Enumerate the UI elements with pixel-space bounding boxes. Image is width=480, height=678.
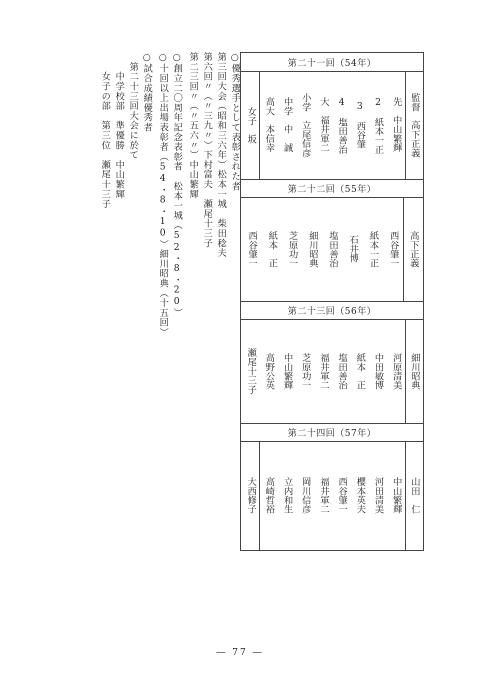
roster-name: 小学 立尾信彦 bbox=[299, 92, 311, 158]
roster-column bbox=[261, 201, 281, 297]
roster-name: 先 中山繁輝 bbox=[390, 97, 402, 153]
roster-column bbox=[259, 445, 277, 546]
notes-block bbox=[92, 52, 241, 338]
column-divider bbox=[405, 71, 406, 179]
roster-name: 紙本 正 bbox=[354, 352, 366, 390]
roster-name: 中山繁輝 bbox=[390, 477, 402, 514]
roster-name: 女子 坂 bbox=[245, 106, 257, 144]
roster-name: 西谷肇一 bbox=[336, 477, 348, 514]
roster-column bbox=[332, 323, 350, 419]
note-line: 女子の部 第三位 瀬尾十三子 bbox=[99, 52, 111, 209]
roster-name: 紙本一正 bbox=[367, 230, 379, 268]
roster-name: 2 紙本一正 bbox=[372, 96, 384, 154]
roster-name: 高下正義 bbox=[407, 230, 419, 268]
roster-column bbox=[241, 75, 259, 175]
roster-name: 櫻本英夫 bbox=[354, 477, 366, 514]
roster-section bbox=[241, 301, 423, 423]
column-divider bbox=[405, 441, 406, 550]
roster-name: 中学 中 誠 bbox=[281, 97, 293, 153]
roster-column bbox=[241, 323, 259, 419]
roster-column bbox=[368, 75, 386, 175]
roster-column bbox=[387, 323, 405, 419]
roster-name: 紙本 正 bbox=[266, 230, 278, 268]
roster-name: 福井軍二 bbox=[317, 477, 329, 514]
roster-column bbox=[387, 445, 405, 546]
column-divider bbox=[403, 197, 404, 301]
section-header: 第二十一回（54年） bbox=[241, 53, 423, 72]
roster-column bbox=[296, 75, 314, 175]
roster-column bbox=[332, 75, 350, 175]
note-line: ○十回以上出場表彰者（54・8・10）細川昭典（十五回） bbox=[157, 52, 169, 338]
roster-name: 芝原功一 bbox=[299, 352, 311, 390]
roster-name: 芝原功一 bbox=[286, 230, 298, 268]
note-line: ○試合成績優秀者 bbox=[141, 52, 153, 133]
roster-column bbox=[350, 445, 368, 546]
roster-column bbox=[259, 323, 277, 419]
roster-column bbox=[241, 445, 259, 546]
roster-name: 西谷肇一 bbox=[387, 230, 399, 268]
note-line: ○創立二〇周年記念表彰者 松本一城（52・8・20） bbox=[171, 52, 183, 318]
roster-column bbox=[383, 201, 403, 297]
roster-name: 細川昭典 bbox=[408, 352, 420, 390]
roster-column bbox=[368, 445, 386, 546]
roster-name: 石井博 bbox=[347, 235, 359, 263]
roster-column bbox=[314, 445, 332, 546]
roster-column bbox=[405, 323, 423, 419]
roster-column bbox=[405, 75, 423, 175]
column-divider bbox=[405, 319, 406, 423]
roster-name: 4 塩田善治 bbox=[336, 96, 348, 154]
roster-name: 高野公英 bbox=[263, 352, 275, 390]
section-header: 第二十三回（56年） bbox=[241, 301, 423, 320]
roster-name: 中田敏博 bbox=[372, 352, 384, 390]
column-divider bbox=[259, 441, 260, 550]
roster-name: 3 西谷肇 bbox=[354, 101, 366, 149]
roster-section bbox=[241, 53, 423, 179]
roster-column bbox=[332, 445, 350, 546]
roster-column bbox=[362, 201, 382, 297]
roster-name: 西谷肇一 bbox=[246, 230, 258, 268]
roster-name: 塩田善治 bbox=[336, 352, 348, 390]
roster-name: 河田清美 bbox=[372, 477, 384, 514]
roster-column bbox=[259, 75, 277, 175]
roster-name: 立内和生 bbox=[281, 477, 293, 514]
roster-column bbox=[314, 323, 332, 419]
roster-column bbox=[278, 323, 296, 419]
roster-name: 山田 仁 bbox=[408, 477, 420, 514]
page-number: ― 77 ― bbox=[216, 648, 264, 658]
section-divider bbox=[241, 179, 423, 180]
note-line: 第六回〃（〃三九〃）下村富夫 瀬尾十三子 bbox=[201, 52, 213, 248]
note-line: 第三回大会（昭和三六年）松本一城 柴田稔夫 bbox=[215, 52, 227, 258]
roster-name: 大 福井軍二 bbox=[317, 97, 329, 153]
roster-name: 塩田善治 bbox=[327, 230, 339, 268]
roster-name: 高大 本信幸 bbox=[263, 97, 275, 153]
roster-name: 瀬尾十三子 bbox=[245, 348, 257, 394]
roster-column bbox=[322, 201, 342, 297]
roster-column bbox=[296, 445, 314, 546]
roster-name: 河原清美 bbox=[390, 352, 402, 390]
roster-name: 大西修子 bbox=[245, 477, 257, 514]
roster-name: 岡川信彦 bbox=[299, 477, 311, 514]
note-line: 中学校部 準優勝 中山繁輝 bbox=[113, 52, 125, 199]
section-divider bbox=[241, 423, 423, 424]
roster-column bbox=[350, 323, 368, 419]
roster-name: 細川昭典 bbox=[306, 230, 318, 268]
roster-name: 福井軍二 bbox=[317, 352, 329, 390]
roster-column bbox=[281, 201, 301, 297]
note-line: 第二三回〃（〃五六〃）中山繁輝 bbox=[187, 52, 199, 199]
roster-column bbox=[350, 75, 368, 175]
section-divider bbox=[241, 301, 423, 302]
section-header: 第二十四回（57年） bbox=[241, 423, 423, 442]
roster-section bbox=[241, 179, 423, 301]
section-header: 第二十二回（55年） bbox=[241, 179, 423, 198]
roster-name: 中山繁輝 bbox=[281, 352, 293, 390]
roster-column bbox=[387, 75, 405, 175]
note-line: 第二十三回大会に於て bbox=[127, 52, 139, 160]
roster-column bbox=[278, 445, 296, 546]
roster-name: 監督 高下正義 bbox=[408, 92, 420, 158]
column-divider bbox=[259, 71, 260, 179]
roster-column bbox=[405, 445, 423, 546]
roster-column bbox=[296, 323, 314, 419]
note-line: ○優秀選手として表彰された者 bbox=[229, 52, 241, 191]
roster-column bbox=[314, 75, 332, 175]
roster-column bbox=[302, 201, 322, 297]
roster-column bbox=[241, 201, 261, 297]
roster-column bbox=[342, 201, 362, 297]
roster-column bbox=[368, 323, 386, 419]
roster-table bbox=[240, 52, 424, 551]
roster-name: 高崎哲裕 bbox=[263, 477, 275, 514]
roster-column bbox=[403, 201, 423, 297]
roster-section bbox=[241, 423, 423, 550]
roster-column bbox=[278, 75, 296, 175]
